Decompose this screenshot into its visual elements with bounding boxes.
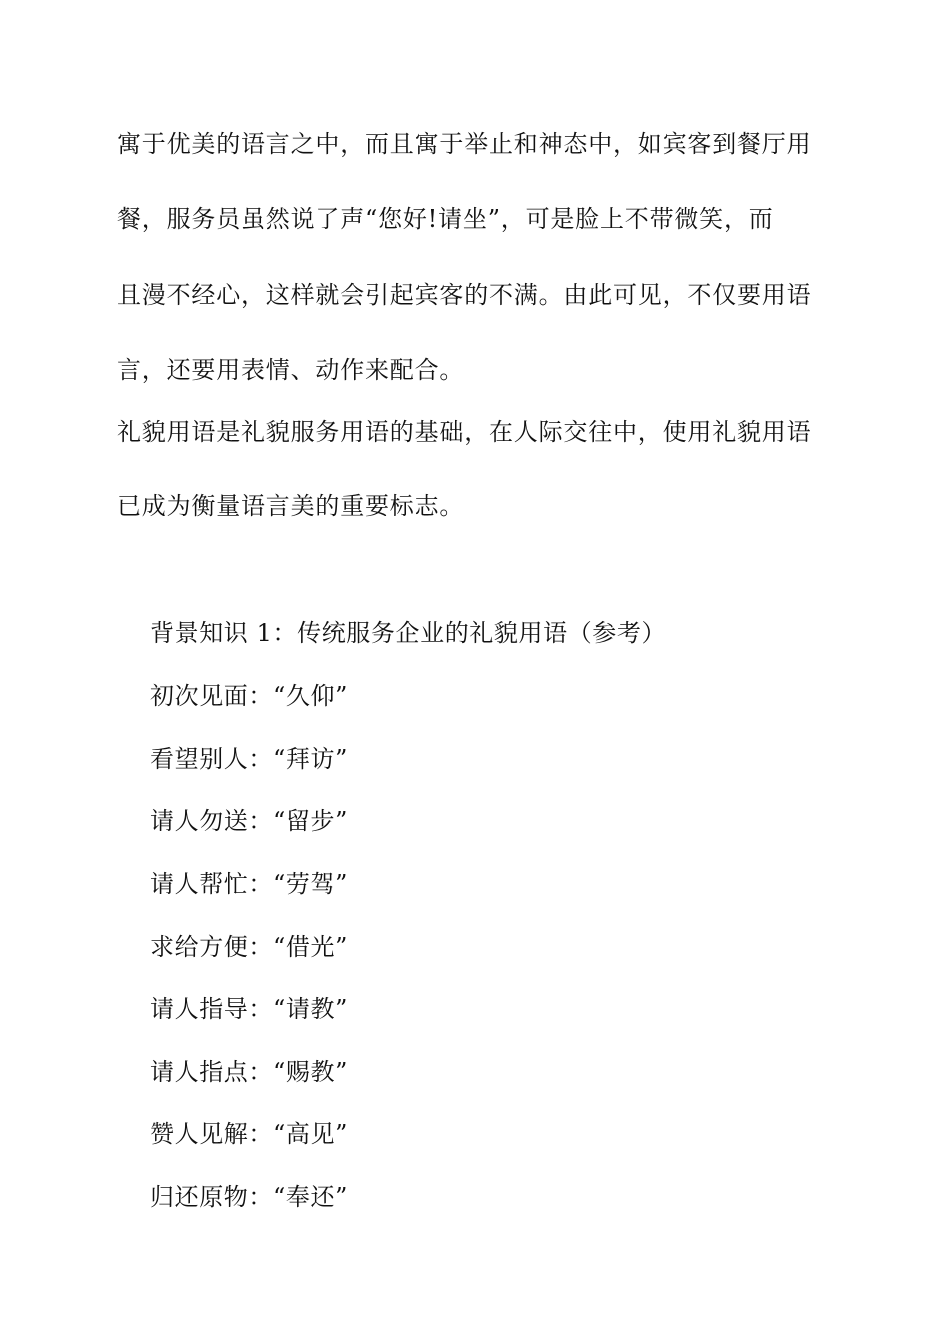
list-item: 请人指导：“请教” [150,995,348,1023]
paragraph-line: 餐，服务员虽然说了声“您好!请坐”，可是脸上不带微笑，而 [117,205,774,233]
list-item: 请人帮忙：“劳驾” [150,870,348,898]
paragraph-line: 寓于优美的语言之中，而且寓于举止和神态中，如宾客到餐厅用 [117,130,812,158]
paragraph-line: 已成为衡量语言美的重要标志。 [117,492,465,520]
paragraph-line: 言，还要用表情、动作来配合。 [117,356,465,384]
list-item: 看望别人：“拜访” [150,745,348,773]
list-item: 赞人见解：“高见” [150,1120,348,1148]
list-item: 求给方便：“借光” [150,933,348,961]
paragraph-line: 礼貌用语是礼貌服务用语的基础，在人际交往中，使用礼貌用语 [117,418,812,446]
list-item: 请人指点：“赐教” [150,1058,348,1086]
list-item: 归还原物：“奉还” [150,1183,348,1211]
paragraph-line: 且漫不经心，这样就会引起宾客的不满。由此可见，不仅要用语 [117,281,812,309]
list-item: 初次见面：“久仰” [150,682,348,710]
section-heading: 背景知识 1：传统服务企业的礼貌用语（参考） [150,619,667,647]
list-item: 请人勿送：“留步” [150,807,348,835]
